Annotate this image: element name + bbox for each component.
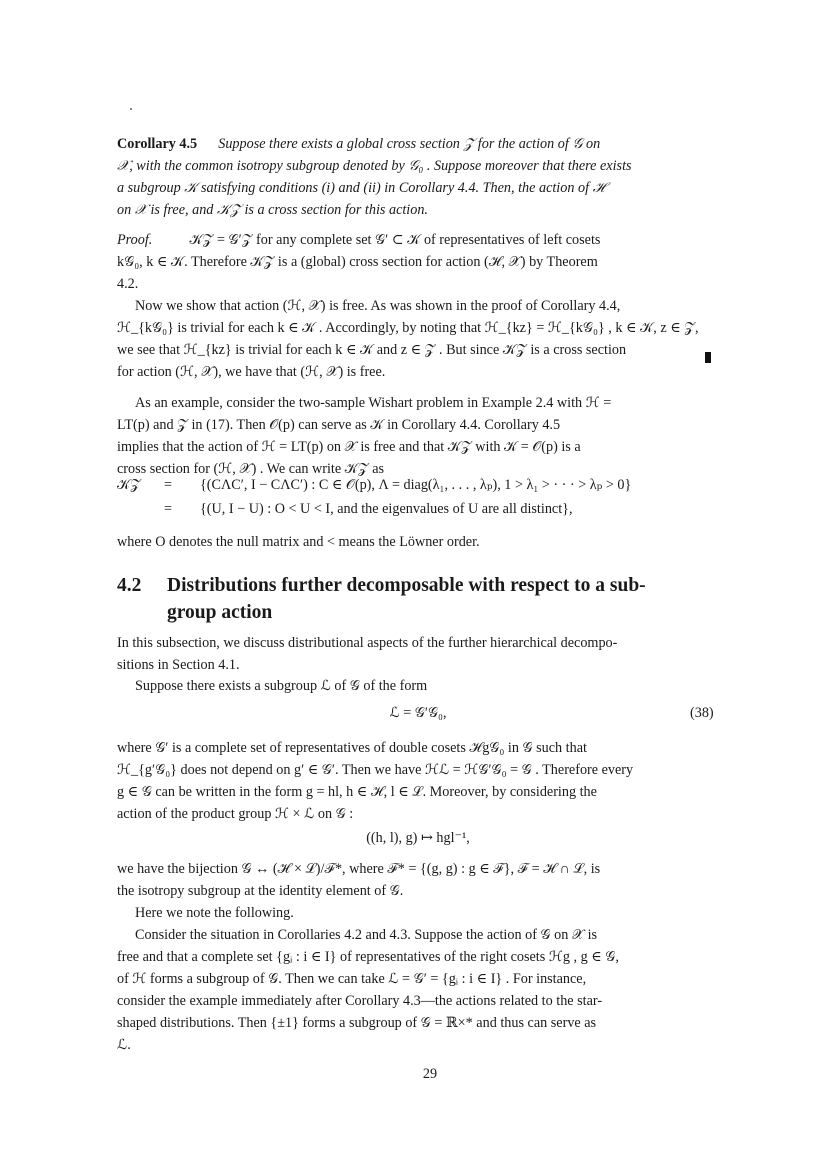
section-heading-line-1 — [117, 573, 646, 599]
proof-line-3: 4.2. — [117, 276, 139, 292]
proof-line-7: for action (ℋ, 𝒳), we have that (ℋ, 𝒳) is free. — [117, 364, 386, 380]
where-line: where O denotes the null matrix and < means the Löwner order. — [117, 534, 480, 550]
bijection-line-2: the isotropy subgroup at the identity element of 𝒢. — [117, 883, 404, 899]
after38-line-3: g ∈ 𝒢 can be written in the form g = hl, h ∈ ℋ, l ∈ ℒ. Moreover, by considering the — [117, 784, 597, 800]
final-line-5: shaped distributions. Then {±1} forms a subgroup of 𝒢 = ℝ×* and thus can serve as — [117, 1015, 597, 1031]
corollary-line-3: a subgroup 𝒦 satisfying conditions (i) and (ii) in Corollary 4.4. Then, the action of ℋ — [117, 180, 606, 196]
example-line-4: cross section for (ℋ, 𝒳) . We can write 𝒦𝒵 as — [117, 461, 385, 477]
note-line: Here we note the following. — [135, 905, 294, 921]
section-title-line-2: group action — [167, 602, 273, 623]
equation-38-number: (38) — [690, 705, 714, 721]
eq-equals-2: = — [164, 501, 173, 517]
after38-line-4: action of the product group ℋ × ℒ on 𝒢 : — [117, 806, 354, 822]
section-title: Distributions further decomposable with respect to a sub- — [167, 575, 646, 596]
final-line-1: Consider the situation in Corollaries 4.2 and 4.3. Suppose the action of 𝒢 on 𝒳 is — [135, 927, 598, 943]
final-line-3: of ℋ forms a subgroup of 𝒢. Then we can take ℒ = 𝒢′ = {gᵢ : i ∈ I} . For instance, — [117, 971, 587, 987]
scan-speck — [130, 108, 132, 110]
proof-line-4: Now we show that action (ℋ, 𝒳) is free. As was shown in the proof of Corollary 4.4, — [135, 298, 621, 314]
intro-line-1: In this subsection, we discuss distributional aspects of the further hierarchical decompo- — [117, 635, 618, 651]
after38-line-1: where 𝒢′ is a complete set of representatives of double cosets ℋg𝒢₀ in 𝒢 such that — [117, 740, 587, 756]
eq-lhs: 𝒦𝒵 — [117, 477, 141, 493]
intro-line-2: sitions in Section 4.1. — [117, 657, 240, 673]
page-number: 29 — [422, 1066, 438, 1082]
qed-symbol — [705, 352, 711, 363]
eq-rhs-2: {(U, I − U) : O < U < I, and the eigenvalues of U are all distinct}, — [200, 501, 573, 517]
proof-label: Proof. — [117, 232, 153, 248]
proof-text: 𝒦𝒵 = 𝒢′𝒵 for any complete set 𝒢′ ⊂ 𝒦 of representatives of left cosets — [189, 232, 601, 248]
suppose-line: Suppose there exists a subgroup ℒ of 𝒢 of the form — [135, 678, 428, 694]
example-line-3: implies that the action of ℋ = LT(p) on 𝒳 is free and that 𝒦𝒵 with 𝒦 = 𝒪(p) is a — [117, 439, 581, 455]
equation-38: ℒ = 𝒢′𝒢₀, — [389, 705, 447, 721]
section-number: 4.2 — [117, 575, 142, 596]
final-line-4: consider the example immediately after Corollary 4.3—the actions related to the star- — [117, 993, 603, 1009]
after38-line-2: ℋ_{g′𝒢₀} does not depend on g′ ∈ 𝒢′. Then we have ℋℒ = ℋ𝒢′𝒢₀ = 𝒢 . Therefore every — [117, 762, 634, 778]
example-line-2: LT(p) and 𝒵 in (17). Then 𝒪(p) can serve as 𝒦 in Corollary 4.4. Corollary 4.5 — [117, 417, 561, 433]
corollary-line-1 — [117, 133, 600, 155]
proof-line-5: ℋ_{k𝒢₀} is trivial for each k ∈ 𝒦 . Accordingly, by noting that ℋ_{kz} = ℋ_{k𝒢₀} , k ∈ 𝒦, z ∈ 𝒵, — [117, 320, 699, 336]
corollary-text: Suppose there exists a global cross section 𝒵 for the action of 𝒢 on — [218, 136, 601, 152]
action-equation: ((h, l), g) ↦ hgl⁻¹, — [366, 830, 470, 846]
final-line-2: free and that a complete set {gᵢ : i ∈ I} of representatives of the right cosets ℋg , g ∈ 𝒢, — [117, 949, 619, 965]
proof-line-1 — [117, 229, 600, 251]
eq-rhs-1: {(CΛC′, I − CΛC′) : C ∈ 𝒪(p), Λ = diag(λ₁, . . . , λₚ), 1 > λ₁ > · · · > λₚ > 0} — [200, 477, 632, 493]
corollary-line-2: 𝒳, with the common isotropy subgroup denoted by 𝒢₀ . Suppose moreover that there exists — [117, 158, 632, 174]
eq-equals-1: = — [164, 477, 173, 493]
proof-line-6: we see that ℋ_{kz} is trivial for each k ∈ 𝒦 and z ∈ 𝒵 . But since 𝒦𝒵 is a cross section — [117, 342, 627, 358]
bijection-line-1: we have the bijection 𝒢 ↔ (ℋ × ℒ)/ℱ*, where ℱ* = {(g, g) : g ∈ ℱ}, ℱ = ℋ ∩ ℒ, is — [117, 861, 601, 877]
final-line-6: ℒ. — [117, 1037, 131, 1053]
proof-line-2: k𝒢₀, k ∈ 𝒦. Therefore 𝒦𝒵 is a (global) cross section for action (ℋ, 𝒳) by Theorem — [117, 254, 598, 270]
corollary-label: Corollary 4.5 — [117, 136, 198, 152]
corollary-line-4: on 𝒳 is free, and 𝒦𝒵 is a cross section for this action. — [117, 202, 428, 218]
example-line-1: As an example, consider the two-sample Wishart problem in Example 2.4 with ℋ = — [135, 395, 612, 411]
